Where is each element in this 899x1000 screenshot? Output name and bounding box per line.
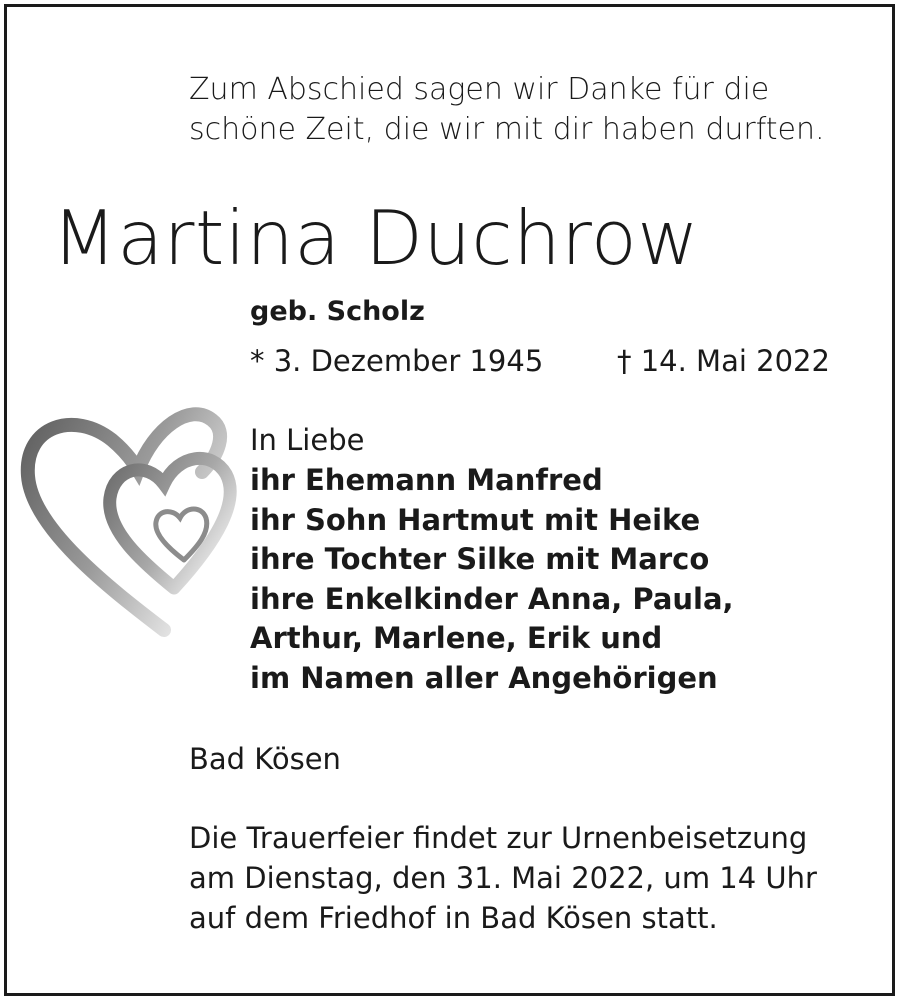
family-list [250, 461, 734, 698]
intro-line: Zum Abschied sagen wir Danke für die [189, 72, 770, 107]
life-dates [250, 341, 850, 381]
funeral-line: auf dem Friedhof in Bad Kösen statt. [189, 901, 718, 935]
birth-date: * 3. Dezember 1945 [250, 344, 544, 378]
funeral-line: am Dienstag, den 31. Mai 2022, um 14 Uhr [189, 861, 817, 895]
funeral-line: Die Trauerfeier findet zur Urnenbeisetzung [189, 821, 808, 855]
family-line: ihr Sohn Hartmut mit Heike [250, 502, 701, 537]
deceased-name: Martina Duchrow [52, 194, 700, 282]
death-date: † 14. Mai 2022 [617, 344, 830, 378]
family-line: ihre Tochter Silke mit Marco [250, 542, 710, 576]
family-line: ihr Ehemann Manfred [250, 463, 603, 497]
family-line: ihre Enkelkinder Anna, Paula, [250, 581, 734, 616]
intro-line: schöne Zeit, die wir mit dir haben durften. [189, 112, 825, 147]
family-line: Arthur, Marlene, Erik und [250, 621, 663, 655]
place: Bad Kösen [189, 742, 341, 776]
funeral-info [189, 818, 817, 938]
love-intro: In Liebe [250, 423, 365, 457]
intro-quote [189, 70, 825, 150]
maiden-name: geb. Scholz [250, 296, 425, 327]
family-line: im Namen aller Angehörigen [250, 660, 718, 695]
nested-hearts-icon [14, 398, 274, 648]
